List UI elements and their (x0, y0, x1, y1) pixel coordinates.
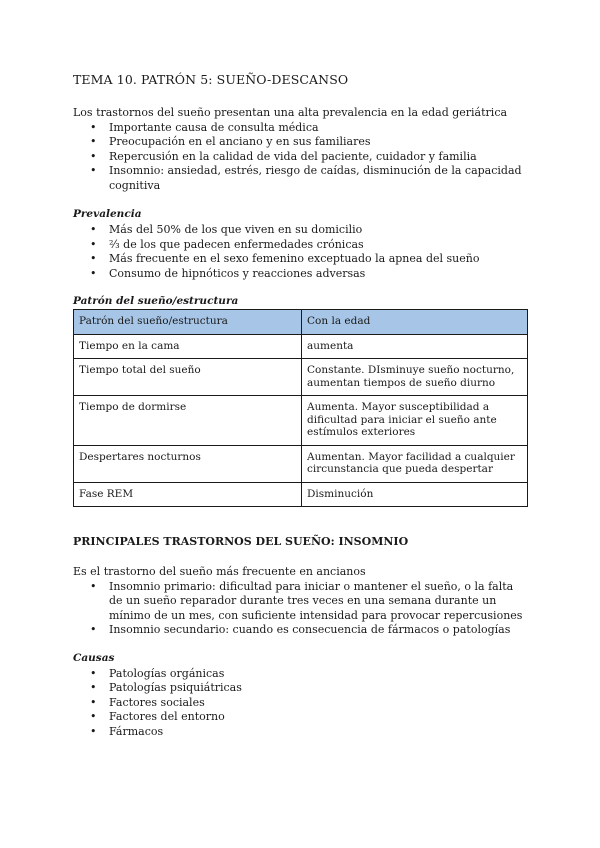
list-item: • Factores sociales (73, 696, 528, 711)
table-cell: Despertares nocturnos (74, 445, 302, 482)
table-cell: Fase REM (74, 482, 302, 507)
table-row (74, 445, 528, 482)
list-item: • Consumo de hipnóticos y reacciones adversas (73, 267, 528, 282)
list-item: • Insomnio secundario: cuando es consecuencia de fármacos o patologías (73, 623, 528, 638)
list-item: • Más frecuente en el sexo femenino exceptuado la apnea del sueño (73, 252, 528, 267)
insomnio-heading: PRINCIPALES TRASTORNOS DEL SUEÑO: INSOMNIO (73, 535, 409, 548)
insomnio-list (73, 580, 528, 638)
intro-list (73, 121, 528, 194)
table-cell: aumenta (302, 334, 528, 359)
table-row (74, 396, 528, 446)
table-row (74, 482, 528, 507)
table-cell: Tiempo de dormirse (74, 396, 302, 446)
table-cell: Constante. DIsminuye sueño nocturno, aumentan tiempos de sueño diurno (302, 359, 528, 396)
table-cell: Aumenta. Mayor susceptibilidad a dificultad para iniciar el sueño ante estímulos exteriores (302, 396, 528, 446)
table-row (74, 359, 528, 396)
list-item: • Insomnio primario: dificultad para iniciar o mantener el sueño, o la falta de un sueño reparador durante tres veces en una semana durante un mínimo de un mes, con suficiente intensidad para provocar repercusiones (73, 580, 528, 624)
table-cell: Tiempo en la cama (74, 334, 302, 359)
page-title: TEMA 10. PATRÓN 5: SUEÑO-DESCANSO (73, 72, 349, 87)
causas-list (73, 667, 528, 740)
insomnio-text: Es el trastorno del sueño más frecuente en ancianos (73, 565, 366, 578)
table-cell: Tiempo total del sueño (74, 359, 302, 396)
document-page (73, 72, 528, 739)
intro-text: Los trastornos del sueño presentan una alta prevalencia en la edad geriátrica (73, 106, 508, 119)
list-item: • Patologías orgánicas (73, 667, 528, 682)
list-item: • Patologías psiquiátricas (73, 681, 528, 696)
table-row (74, 334, 528, 359)
prevalencia-heading: Prevalencia (73, 208, 142, 220)
table-caption: Patrón del sueño/estructura (73, 295, 239, 307)
table-cell: Aumentan. Mayor facilidad a cualquier circunstancia que pueda despertar (302, 445, 528, 482)
sleep-pattern-table (73, 309, 528, 507)
causas-heading: Causas (73, 651, 115, 664)
list-item: • Preocupación en el anciano y en sus familiares (73, 135, 528, 150)
list-item: • Insomnio: ansiedad, estrés, riesgo de caídas, disminución de la capacidad cognitiva (73, 164, 528, 193)
list-item: • Factores del entorno (73, 710, 528, 725)
prevalencia-list (73, 223, 528, 281)
list-item: • Fármacos (73, 725, 528, 740)
list-item: • ²⁄₃ de los que padecen enfermedades crónicas (73, 238, 528, 253)
list-item: • Más del 50% de los que viven en su domicilio (73, 223, 528, 238)
table-header-row (74, 310, 528, 335)
table-cell: Disminución (302, 482, 528, 507)
list-item: • Importante causa de consulta médica (73, 121, 528, 136)
table-header-cell: Con la edad (302, 310, 528, 335)
table-header-cell: Patrón del sueño/estructura (74, 310, 302, 335)
list-item: • Repercusión en la calidad de vida del paciente, cuidador y familia (73, 150, 528, 165)
